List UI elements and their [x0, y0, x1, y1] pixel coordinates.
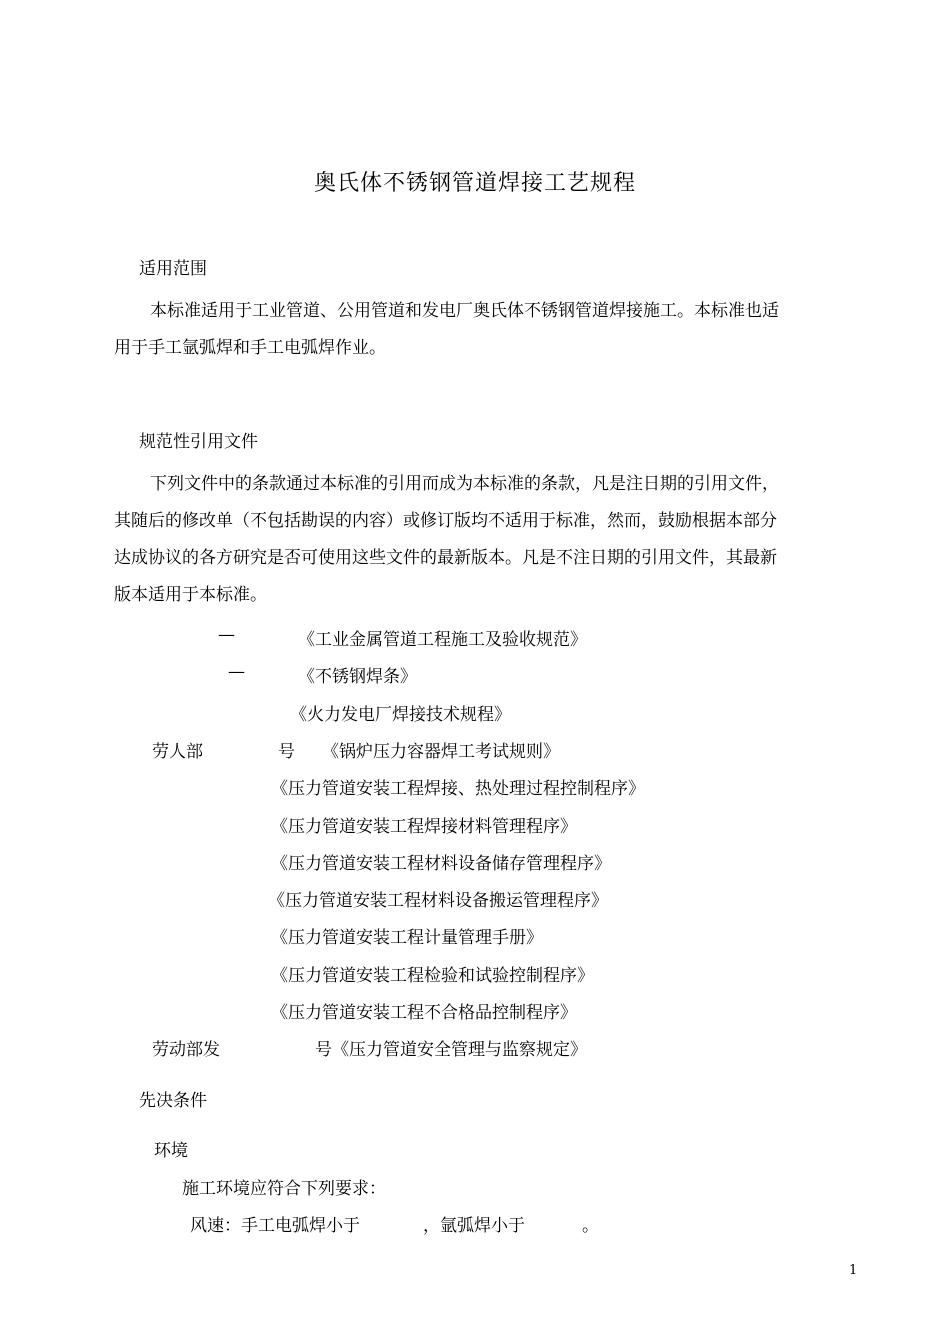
section-heading-scope: 适用范围 — [139, 259, 207, 279]
sub-heading-environment: 环境 — [154, 1141, 188, 1161]
wind-speed-label: 风速：手工电弧焊小于 — [190, 1216, 360, 1236]
reference-title: 《压力管道安装工程不合格品控制程序》 — [271, 1003, 577, 1023]
reference-title: 《压力管道安装工程焊接、热处理过程控制程序》 — [271, 779, 645, 799]
reference-dash: — — [228, 662, 245, 682]
scope-line-1: 本标准适用于工业管道、公用管道和发电厂奥氏体不锈钢管道焊接施工。本标准也适 — [150, 301, 779, 321]
references-line-3: 达成协议的各方研究是否可使用这些文件的最新版本。凡是不注日期的引用文件，其最新 — [114, 548, 777, 568]
reference-issuer: 劳人部 — [152, 742, 203, 762]
section-heading-references: 规范性引用文件 — [139, 432, 258, 452]
reference-title: 《锅炉压力容器焊工考试规则》 — [322, 742, 560, 762]
page-number: 1 — [849, 1263, 858, 1278]
references-line-4: 版本适用于本标准。 — [114, 585, 267, 605]
reference-issuer: 劳动部发 — [152, 1040, 220, 1060]
reference-number-suffix: 号 — [278, 742, 295, 762]
reference-title: 《压力管道安装工程材料设备搬运管理程序》 — [268, 891, 608, 911]
sentence-end: 。 — [582, 1216, 599, 1236]
section-heading-prerequisites: 先决条件 — [139, 1091, 207, 1111]
argon-arc-label: ，氩弧焊小于 — [423, 1216, 525, 1236]
reference-dash: — — [218, 625, 235, 645]
scope-paragraph — [114, 293, 859, 367]
scope-line-2: 用于手工氩弧焊和手工电弧焊作业。 — [114, 338, 386, 358]
reference-title: 《压力管道安装工程计量管理手册》 — [271, 928, 543, 948]
reference-title: 《压力管道安装工程材料设备储存管理程序》 — [271, 854, 611, 874]
document-title: 奥氏体不锈钢管道焊接工艺规程 — [313, 171, 636, 196]
reference-title: 号《压力管道安全管理与监察规定》 — [315, 1040, 587, 1060]
environment-intro: 施工环境应符合下列要求： — [182, 1179, 386, 1199]
reference-title: 《压力管道安装工程焊接材料管理程序》 — [271, 817, 577, 837]
references-line-1: 下列文件中的条款通过本标准的引用而成为本标准的条款，凡是注日期的引用文件， — [150, 474, 779, 494]
references-paragraph — [114, 466, 859, 614]
reference-title: 《压力管道安装工程检验和试验控制程序》 — [271, 966, 594, 986]
reference-title: 《火力发电厂焊接技术规程》 — [290, 705, 511, 725]
references-line-2: 其随后的修改单（不包括勘误的内容）或修订版均不适用于标准，然而，鼓励根据本部分 — [114, 511, 777, 531]
reference-title: 《不锈钢焊条》 — [298, 667, 417, 687]
reference-title: 《工业金属管道工程施工及验收规范》 — [298, 630, 587, 650]
